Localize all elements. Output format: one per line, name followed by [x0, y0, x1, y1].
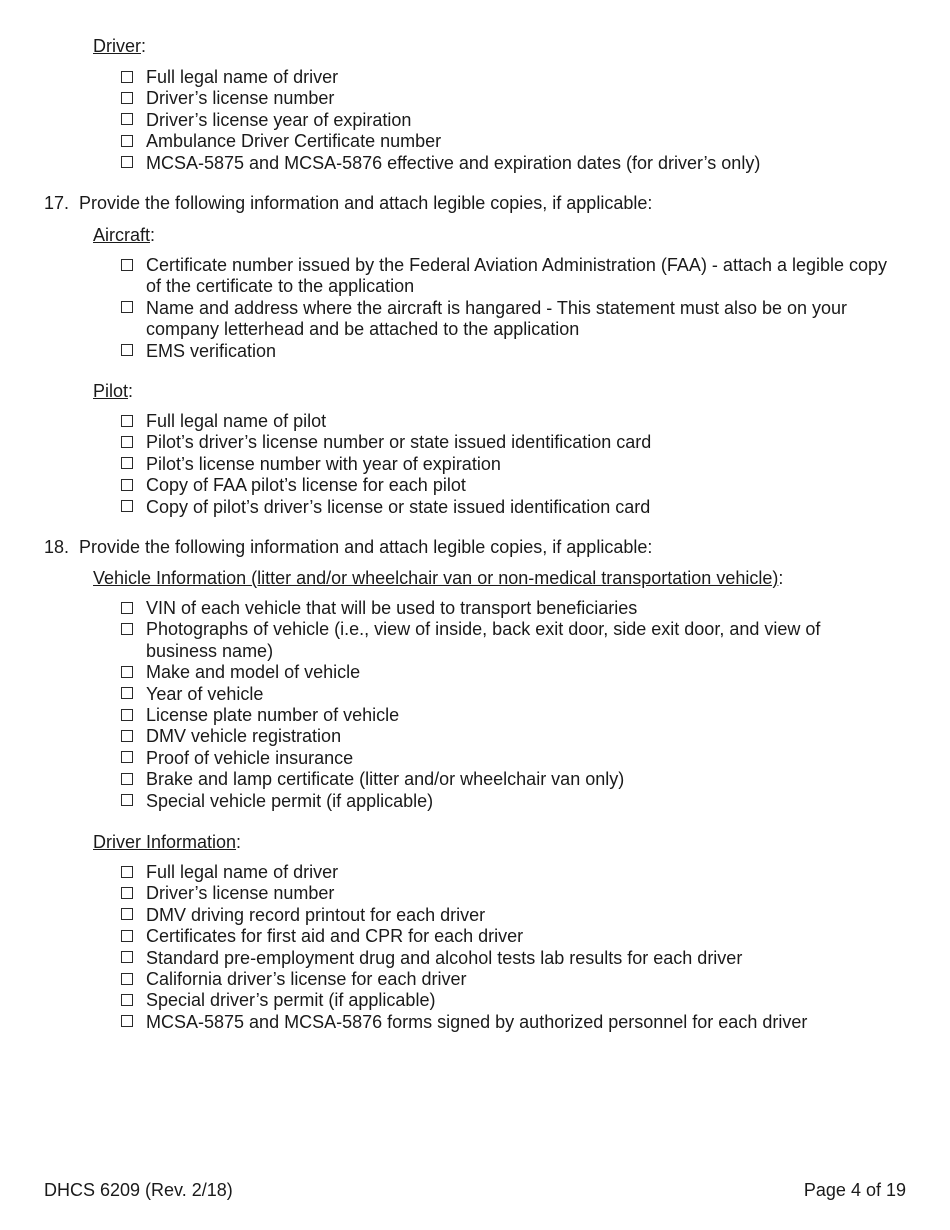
checklist-item[interactable]: Certificate number issued by the Federal Aviation Administration (FAA) - attach a legible copy of the certificate to the application [121, 255, 891, 298]
page-number: Page 4 of 19 [803, 1180, 906, 1200]
checklist-item[interactable]: Full legal name of pilot [121, 411, 891, 432]
checklist-item[interactable]: Ambulance Driver Certificate number [121, 131, 891, 152]
checkbox[interactable] [121, 113, 133, 125]
checklist-item[interactable]: Year of vehicle [121, 684, 891, 705]
checkbox[interactable] [121, 866, 133, 878]
checkbox[interactable] [121, 794, 133, 806]
driver-heading: Driver: [93, 36, 147, 56]
checklist-item[interactable]: Driver’s license number [121, 883, 891, 904]
checkbox[interactable] [121, 908, 133, 920]
checklist-item[interactable]: MCSA-5875 and MCSA-5876 effective and expiration dates (for driver’s only) [121, 153, 891, 174]
checkbox[interactable] [121, 457, 133, 469]
checklist-item[interactable]: DMV driving record printout for each driver [121, 905, 891, 926]
checkbox[interactable] [121, 415, 133, 427]
checklist-item[interactable]: Special vehicle permit (if applicable) [121, 791, 891, 812]
checkbox[interactable] [121, 301, 133, 313]
checklist-item[interactable]: Brake and lamp certificate (litter and/or wheelchair van only) [121, 769, 891, 790]
checkbox[interactable] [121, 951, 133, 963]
checkbox[interactable] [121, 730, 133, 742]
checkbox[interactable] [121, 500, 133, 512]
checklist-item[interactable]: Make and model of vehicle [121, 662, 891, 683]
checkbox[interactable] [121, 135, 133, 147]
checkbox[interactable] [121, 687, 133, 699]
checklist-item[interactable]: Copy of pilot’s driver’s license or state issued identification card [121, 497, 891, 518]
checklist-item[interactable]: Standard pre-employment drug and alcohol tests lab results for each driver [121, 948, 891, 969]
checklist-item[interactable]: EMS verification [121, 341, 891, 362]
checkbox[interactable] [121, 751, 133, 763]
checklist-item[interactable]: Special driver’s permit (if applicable) [121, 990, 891, 1011]
instruction-17: 17. Provide the following information and attach legible copies, if applicable: [44, 193, 653, 213]
checklist-item[interactable]: California driver’s license for each driver [121, 969, 891, 990]
checkbox[interactable] [121, 623, 133, 635]
aircraft-heading: Aircraft: [93, 225, 156, 245]
pilot-checklist [121, 411, 891, 518]
checklist-item[interactable]: Name and address where the aircraft is hangared - This statement must also be on your company letterhead and be attached to the application [121, 298, 891, 341]
checklist-item[interactable]: Photographs of vehicle (i.e., view of inside, back exit door, side exit door, and view of business name) [121, 619, 891, 662]
checkbox[interactable] [121, 479, 133, 491]
checkbox[interactable] [121, 709, 133, 721]
driver-info-checklist [121, 862, 891, 1033]
checklist-item[interactable]: Driver’s license number [121, 88, 891, 109]
checkbox[interactable] [121, 436, 133, 448]
checkbox[interactable] [121, 259, 133, 271]
checklist-item[interactable]: Proof of vehicle insurance [121, 748, 891, 769]
instruction-18: 18. Provide the following information and attach legible copies, if applicable: [44, 537, 653, 557]
checkbox[interactable] [121, 1015, 133, 1027]
aircraft-checklist [121, 255, 891, 362]
checkbox[interactable] [121, 602, 133, 614]
checkbox[interactable] [121, 666, 133, 678]
checklist-item[interactable]: Full legal name of driver [121, 67, 891, 88]
checkbox[interactable] [121, 773, 133, 785]
checklist-item[interactable]: DMV vehicle registration [121, 726, 891, 747]
checklist-item[interactable]: Pilot’s driver’s license number or state issued identification card [121, 432, 891, 453]
checkbox[interactable] [121, 92, 133, 104]
checklist-item[interactable]: VIN of each vehicle that will be used to transport beneficiaries [121, 598, 891, 619]
checkbox[interactable] [121, 973, 133, 985]
checkbox[interactable] [121, 930, 133, 942]
checkbox[interactable] [121, 156, 133, 168]
checklist-item[interactable]: Full legal name of driver [121, 862, 891, 883]
form-identifier: DHCS 6209 (Rev. 2/18) [44, 1180, 233, 1200]
checklist-item[interactable]: MCSA-5875 and MCSA-5876 forms signed by authorized personnel for each driver [121, 1012, 891, 1033]
checkbox[interactable] [121, 994, 133, 1006]
checklist-item[interactable]: Pilot’s license number with year of expiration [121, 454, 891, 475]
checklist-item[interactable]: Driver’s license year of expiration [121, 110, 891, 131]
vehicle-info-heading: Vehicle Information (litter and/or wheelchair van or non-medical transportation vehicle): [93, 568, 784, 588]
driver-info-heading: Driver Information: [93, 832, 242, 852]
checkbox[interactable] [121, 887, 133, 899]
pilot-heading: Pilot: [93, 381, 134, 401]
checkbox[interactable] [121, 344, 133, 356]
driver-checklist [121, 67, 891, 174]
checklist-item[interactable]: Certificates for first aid and CPR for each driver [121, 926, 891, 947]
checkbox[interactable] [121, 71, 133, 83]
vehicle-checklist [121, 598, 891, 812]
checklist-item[interactable]: License plate number of vehicle [121, 705, 891, 726]
checklist-item[interactable]: Copy of FAA pilot’s license for each pilot [121, 475, 891, 496]
